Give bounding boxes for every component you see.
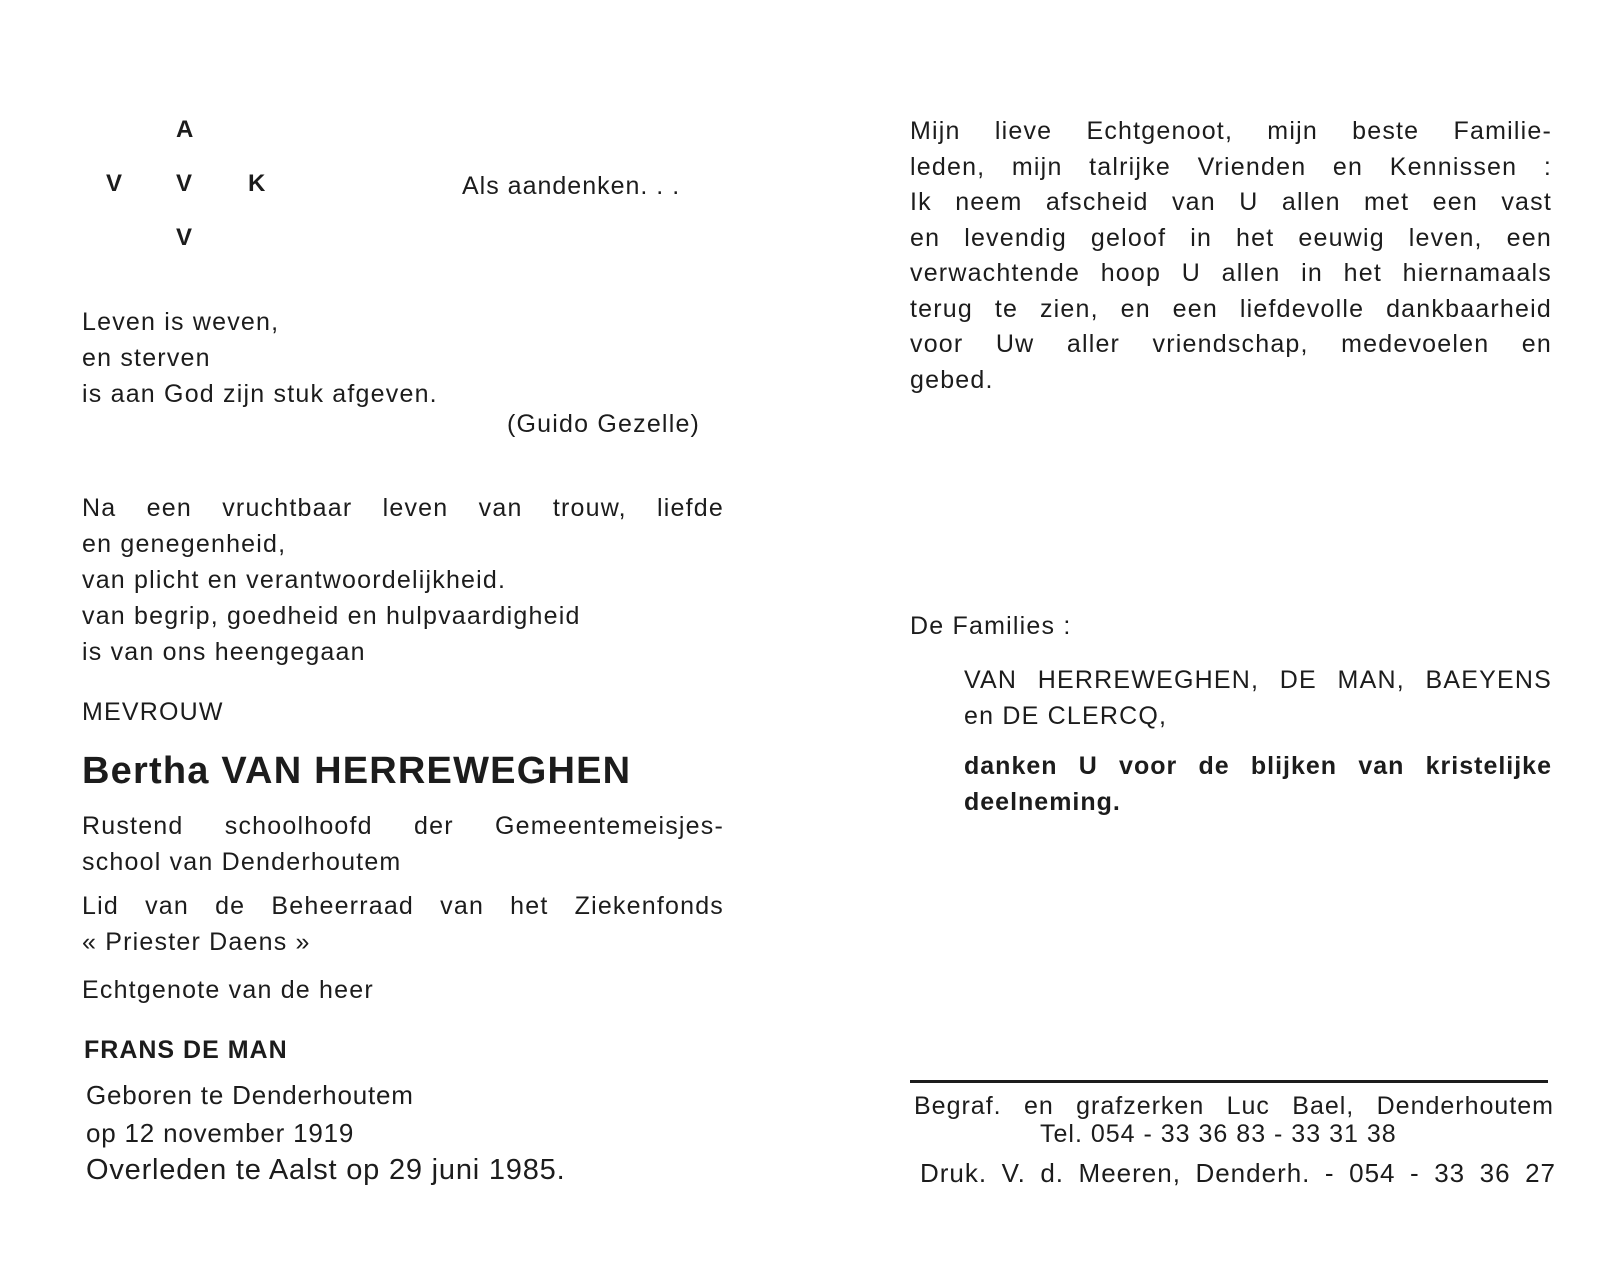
farewell-line: verwachtende hoop U allen in het hiernamaals xyxy=(910,259,1552,287)
cross-letter-center: V xyxy=(176,170,193,197)
occupation xyxy=(82,808,724,880)
born-date: op 12 november 1919 xyxy=(86,1118,355,1148)
families-label: De Families : xyxy=(910,612,1072,640)
membership xyxy=(82,888,724,960)
farewell-line: voor Uw aller vriendschap, medevoelen en xyxy=(910,330,1552,358)
poem xyxy=(82,304,438,412)
thanks-line: deelneming. xyxy=(964,788,1121,816)
deceased-name: Bertha VAN HERREWEGHEN xyxy=(82,750,632,792)
born-place: Geboren te Denderhoutem xyxy=(86,1080,414,1110)
printer-line: Druk. V. d. Meeren, Denderh. - 054 - 33 36 27 xyxy=(920,1158,1556,1188)
membership-line: Lid van de Beheerraad van het Ziekenfonds xyxy=(82,892,724,920)
family-names-line: en DE CLERCQ, xyxy=(964,702,1168,730)
spouse-intro: Echtgenote van de heer xyxy=(82,976,374,1004)
cross-letter-top: A xyxy=(176,116,194,143)
intro-line: van begrip, goedheid en hulpvaardigheid xyxy=(82,602,581,630)
farewell-line: Mijn lieve Echtgenoot, mijn beste Familie- xyxy=(910,117,1552,145)
thanks-text xyxy=(964,748,1552,820)
intro-line: en genegenheid, xyxy=(82,530,287,558)
occupation-line: Rustend schoolhoofd der Gemeentemeisjes- xyxy=(82,812,724,840)
poem-line: en sterven xyxy=(82,344,211,372)
farewell-line: gebed. xyxy=(910,365,994,394)
died-text: Overleden te Aalst op 29 juni 1985. xyxy=(86,1154,566,1186)
family-names-line: VAN HERREWEGHEN, DE MAN, BAEYENS xyxy=(964,666,1552,694)
farewell-line: en levendig geloof in het eeuwig leven, een xyxy=(910,223,1552,252)
farewell-line: leden, mijn talrijke Vrienden en Kennissen : xyxy=(910,152,1552,181)
poem-line: Leven is weven, xyxy=(82,308,280,336)
cross-letter-right: K xyxy=(248,170,266,197)
undertaker-tel: Tel. 054 - 33 36 83 - 33 31 38 xyxy=(1040,1120,1397,1148)
farewell-line: Ik neem afscheid van U allen met een vast xyxy=(910,188,1552,216)
memento-heading: Als aandenken. . . xyxy=(462,172,681,200)
thanks-line: danken U voor de blijken van kristelijke xyxy=(964,752,1552,780)
farewell-paragraph xyxy=(910,114,1552,398)
poem-author: (Guido Gezelle) xyxy=(507,410,701,438)
intro-line: van plicht en verantwoordelijkheid. xyxy=(82,566,507,594)
farewell-line: terug te zien, en een liefdevolle dankbaarheid xyxy=(910,294,1552,323)
poem-line: is aan God zijn stuk afgeven. xyxy=(82,380,438,408)
cross-letter-bottom: V xyxy=(176,224,193,251)
family-names xyxy=(964,662,1552,734)
intro-paragraph xyxy=(82,490,724,670)
cross-letter-left: V xyxy=(106,170,123,197)
undertaker-line: Begraf. en grafzerken Luc Bael, Denderhoutem xyxy=(914,1092,1554,1120)
occupation-line: school van Denderhoutem xyxy=(82,848,402,876)
spouse-name: FRANS DE MAN xyxy=(84,1036,288,1064)
intro-line: is van ons heengegaan xyxy=(82,638,366,666)
membership-line: « Priester Daens » xyxy=(82,928,311,956)
deceased-title: MEVROUW xyxy=(82,698,224,726)
intro-line: Na een vruchtbaar leven van trouw, liefde xyxy=(82,494,724,522)
footer-divider xyxy=(910,1080,1548,1083)
